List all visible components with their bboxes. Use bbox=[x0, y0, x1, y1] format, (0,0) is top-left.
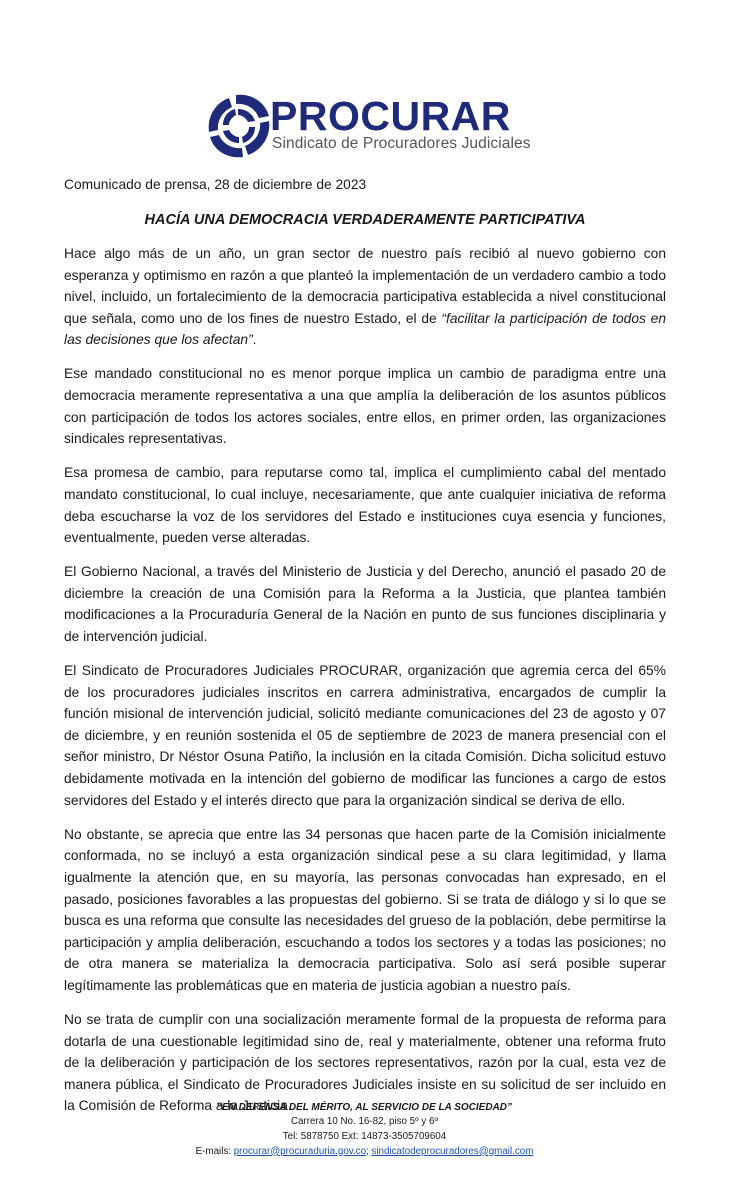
paragraph-2: Ese mandado constitucional no es menor porque implica un cambio de paradigma entre una democracia meramente representativa a una que amplía la deliberación de los asuntos públicos con participación de todos los actores sociales, entre ellos, en primer orden, las organizaciones sindicales representativas. bbox=[64, 366, 666, 447]
email-link-procuraduria[interactable]: procurar@procuraduria.gov.co bbox=[233, 1145, 367, 1157]
paragraph-1 bbox=[64, 243, 666, 351]
footer bbox=[0, 1101, 729, 1159]
paragraph-7: No se trata de cumplir con una socialización meramente formal de la propuesta de reforma para dotarla de una cuestionable legitimidad sino de, real y materialmente, obtener una reforma fruto de la deliberación y participación de los sectores representativos, razón por la cual, esta vez de manera pública, el Sindicato de Procuradores Judiciales insiste en su solicitud de ser incluido en la Comisión de Reforma a la Justicia. bbox=[64, 1012, 666, 1114]
paragraph-1-quote: “facilitar la participación de todos en las decisiones que los afectan” bbox=[64, 310, 666, 348]
email-separator: ; bbox=[366, 1145, 372, 1157]
paragraph-4: El Gobierno Nacional, a través del Ministerio de Justicia y del Derecho, anunció el pasado 20 de diciembre la creación de una Comisión para la Reforma a la Justicia, que plantea también modificaciones a la Procuraduría General de la Nación en punto de sus funciones disciplinaria y de intervención judicial. bbox=[64, 564, 666, 644]
document-body bbox=[64, 176, 666, 1129]
footer-emails bbox=[0, 1145, 729, 1160]
brand-subtitle: Sindicato de Procuradores Judiciales bbox=[272, 135, 531, 152]
email-link-gmail[interactable]: sindicatodeprocuradores@gmail.com bbox=[371, 1145, 534, 1157]
dateline: Comunicado de prensa, 28 de diciembre de 2023 bbox=[64, 177, 367, 192]
letterhead bbox=[206, 90, 536, 165]
paragraph-3: Esa promesa de cambio, para reputarse como tal, implica el cumplimiento cabal del mentado mandato constitucional, lo cual incluye, necesariamente, que ante cualquier iniciativa de reforma deba escucharse la voz de los servidores del Estado e instituciones cuya esencia y funciones, eventualmente, pueden verse alteradas. bbox=[64, 465, 666, 546]
document-title: HACÍA UNA DEMOCRACIA VERDADERAMENTE PARTICIPATIVA bbox=[144, 212, 586, 228]
paragraph-1-end: . bbox=[252, 332, 257, 348]
procurar-swirl-logo-icon bbox=[206, 90, 272, 160]
brand-name: PROCURAR bbox=[270, 93, 511, 139]
paragraph-5: El Sindicato de Procuradores Judiciales PROCURAR, organización que agremia cerca del 65% de los procuradores judiciales inscritos en carrera administrativa, encargados de cumplir la función misional de intervención judicial, solicitó mediante comunicaciones del 23 de agosto y 07 de diciembre, y en reunión sostenida el 05 de septiembre de 2023 de manera presencial con el señor ministro, Dr Néstor Osuna Patiño, la inclusión en la citada Comisión. Dicha solicitud estuvo debidamente motivada en la intención del gobierno de modificar las funciones a cargo de estos servidores del Estado y el interés directo que para la organización sindical se deriva de ello. bbox=[64, 663, 666, 808]
footer-phone: Tel: 5878750 Ext: 14873-3505709604 bbox=[282, 1130, 447, 1142]
footer-motto: “EN DEFENSA DEL MÉRITO, AL SERVICIO DE LA SOCIEDAD” bbox=[216, 1102, 513, 1113]
paragraph-1-text: Hace algo más de un año, un gran sector de nuestro país recibió al nuevo gobierno con esperanza y optimismo en razón a que planteó la implementación de un verdadero cambio a todo nivel, incluido, un fortalecimiento de la democracia participativa establecida a nivel constitucional que señala, como uno de los fines de nuestro Estado, el de bbox=[64, 246, 666, 326]
footer-emails-label: E-mails: bbox=[195, 1145, 234, 1157]
footer-address: Carrera 10 No. 16-82, piso 5º y 6º bbox=[290, 1116, 439, 1127]
paragraph-6: No obstante, se aprecia que entre las 34 personas que hacen parte de la Comisión inicialmente conformada, no se incluyó a esta organización sindical pese a su clara legitimidad, y llama igualmente la atención que, en su mayoría, las personas convocadas han expresado, en el pasado, posiciones favorables a las propuestas del gobierno. Si se trata de diálogo y si lo que se busca es una reforma que consulte las necesidades del grueso de la población, debe permitirse la participación y amplia deliberación, escuchando a todos los sectores y a todas las posiciones; no de otra manera se materializa la democracia participativa. Solo así será posible superar legítimamente las problemáticas que en materia de justicia agobian a nuestro país. bbox=[64, 826, 666, 993]
